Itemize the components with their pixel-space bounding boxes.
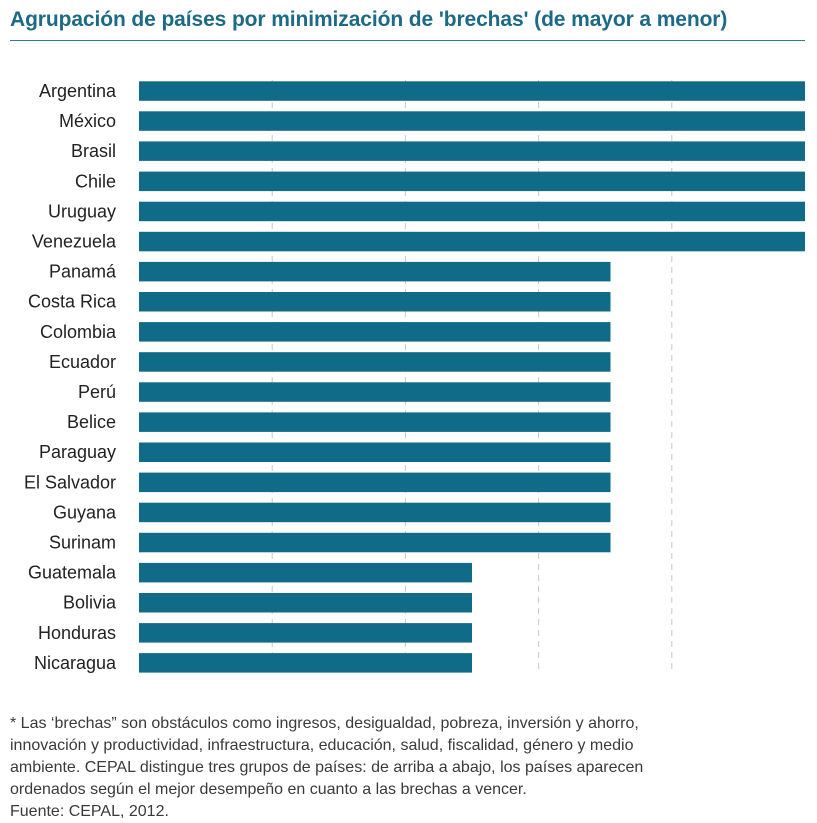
category-label-guyana: Guyana	[52, 502, 116, 523]
bar-brasil	[139, 141, 805, 161]
bar-guyana	[139, 503, 611, 523]
category-label-colombia: Colombia	[39, 321, 116, 342]
category-label-venezuela: Venezuela	[31, 231, 116, 252]
category-label-panama: Panamá	[48, 261, 116, 282]
bar-nicaragua	[139, 653, 472, 673]
category-label-peru: Perú	[77, 382, 116, 402]
category-label-argentina: Argentina	[38, 81, 116, 101]
bar-peru	[139, 382, 611, 402]
footnote-line-4: ordenados según el mejor desempeño en cuanto a las brechas a vencer.	[10, 781, 527, 798]
bar-argentina	[139, 81, 805, 101]
bar-ecuador	[139, 352, 611, 372]
category-label-bolivia: Bolivia	[62, 592, 116, 613]
bar-paraguay	[139, 443, 611, 463]
bar-costa-rica	[139, 292, 611, 312]
bar-el-salvador	[139, 473, 611, 493]
category-label-nicaragua: Nicaragua	[33, 652, 116, 673]
footnote-line-2: innovación y productividad, infraestructura, educación, salud, fiscalidad, género y medio	[10, 737, 634, 754]
category-label-paraguay: Paraguay	[38, 442, 116, 463]
bar-mexico	[139, 111, 805, 131]
bar-bolivia	[139, 593, 472, 613]
bar-venezuela	[139, 232, 805, 252]
bar-layer	[139, 81, 805, 672]
bar-chile	[139, 172, 805, 192]
category-label-mexico: México	[58, 111, 116, 132]
category-label-brasil: Brasil	[70, 141, 116, 162]
bar-guatemala	[139, 563, 472, 583]
category-label-guatemala: Guatemala	[27, 562, 116, 583]
bar-surinam	[139, 533, 611, 553]
category-label-layer	[24, 81, 117, 673]
category-label-costa-rica: Costa Rica	[27, 291, 116, 312]
category-label-honduras: Honduras	[37, 622, 116, 643]
bar-belice	[139, 412, 611, 432]
footnote-line-1: * Las ‘brechas” son obstáculos como ingresos, desigualdad, pobreza, inversión y ahorro,	[10, 715, 639, 732]
bar-honduras	[139, 623, 472, 643]
footnote	[10, 713, 810, 823]
chart-title: Agrupación de países por minimización de 'brechas' (de mayor a menor)	[10, 8, 728, 31]
footnote-line-3: ambiente. CEPAL distingue tres grupos de países: de arriba a abajo, los países aparecen	[10, 759, 644, 776]
bar-uruguay	[139, 202, 805, 222]
category-label-chile: Chile	[74, 171, 116, 192]
bar-panama	[139, 262, 611, 282]
category-label-surinam: Surinam	[48, 532, 116, 553]
category-label-ecuador: Ecuador	[48, 351, 116, 372]
bar-colombia	[139, 322, 611, 342]
category-label-el-salvador: El Salvador	[23, 472, 116, 493]
category-label-uruguay: Uruguay	[47, 201, 116, 222]
grid-layer	[272, 80, 672, 672]
source-note: Fuente: CEPAL, 2012.	[10, 803, 169, 820]
category-label-belice: Belice	[66, 412, 116, 433]
